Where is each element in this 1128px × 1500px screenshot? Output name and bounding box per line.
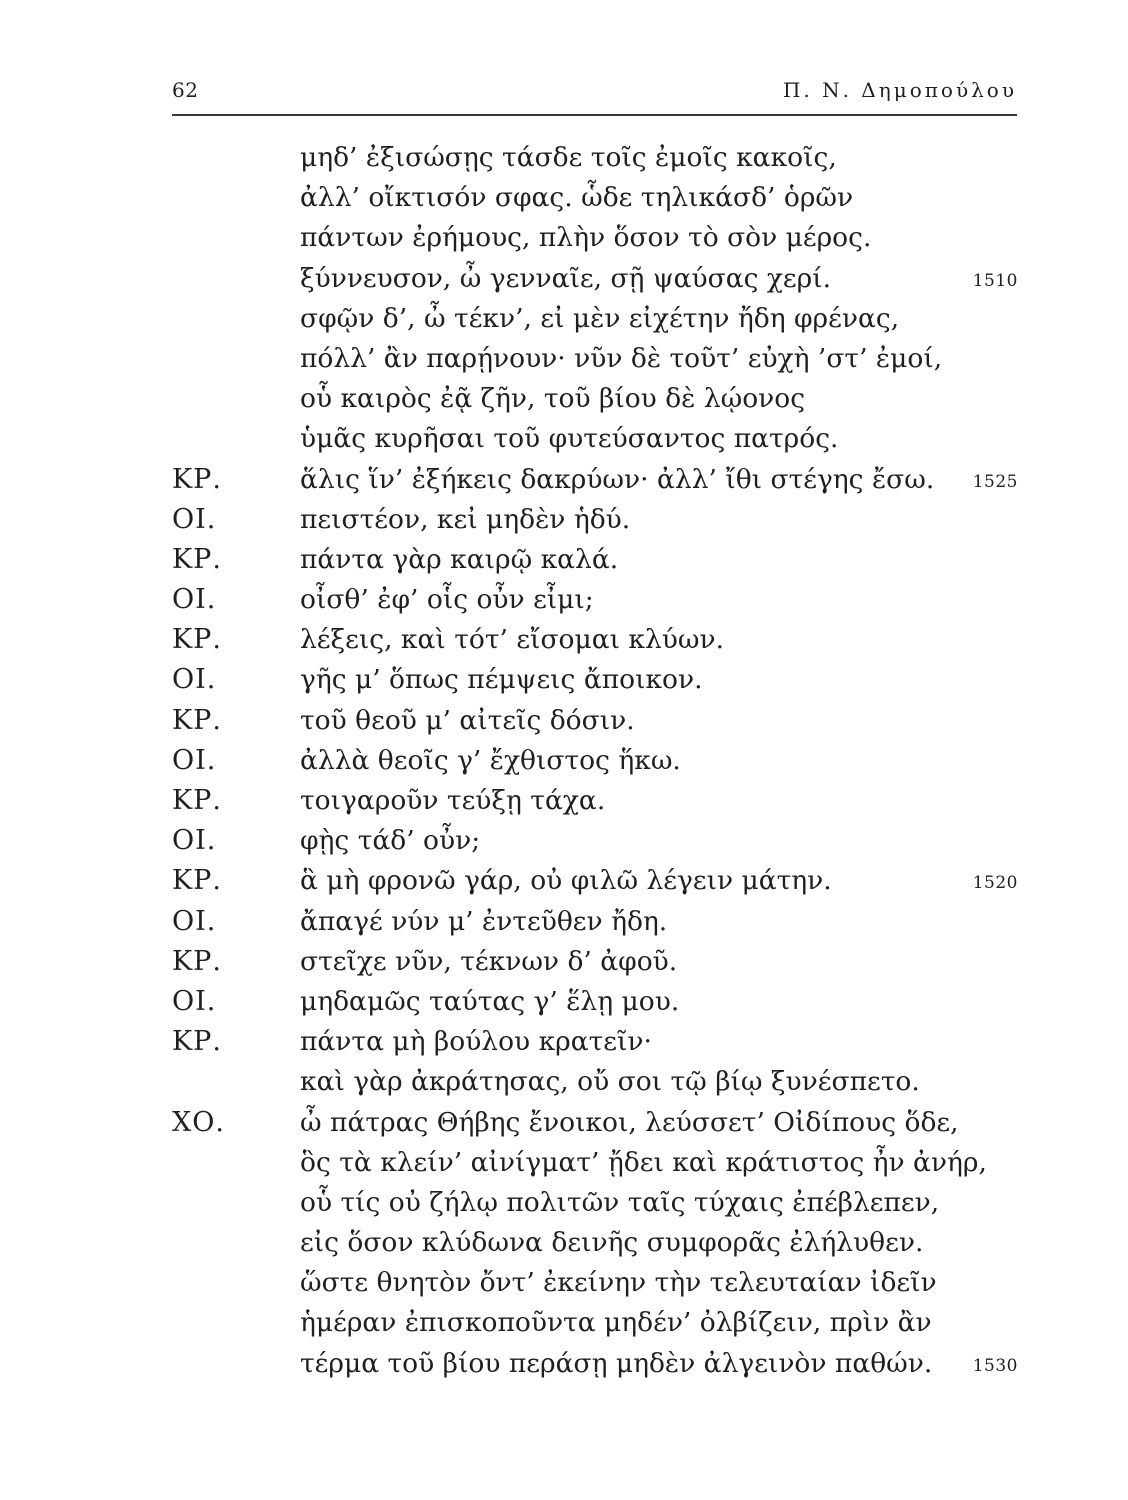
verse-text-line: οὗ καιρὸς ἐᾷ ζῆν, τοῦ βίου δὲ λῴονος (300, 383, 806, 415)
verse-line (0, 1344, 1128, 1384)
speaker-label: ΚΡ. (172, 463, 222, 495)
verse-text-line: μηδ’ ἐξισώσῃς τάσδε τοῖς ἐμοῖς κακοῖς, (300, 142, 837, 173)
verse-line (0, 1062, 1128, 1102)
line-number: 1510 (972, 270, 1018, 291)
header-rule (172, 114, 1017, 116)
verse-text-line: πάντα γὰρ καιρῷ καλά. (300, 543, 619, 575)
verse-line (0, 1143, 1128, 1183)
verse-text-line: ὥστε θνητὸν ὄντ’ ἐκείνην τὴν τελευταίαν ἰδεῖν (300, 1267, 937, 1299)
speaker-label: ΟΙ. (172, 744, 217, 776)
verse-line (0, 339, 1128, 379)
speaker-label: ΟΙ. (172, 503, 217, 535)
verse-text-line: φῂς τάδ’ οὖν; (300, 825, 481, 857)
verse-line (0, 460, 1128, 500)
verse-text-line: πάντα μὴ βούλου κρατεῖν· (300, 1026, 652, 1058)
speaker-label: ΚΡ. (172, 704, 222, 736)
verse-line (0, 218, 1128, 258)
verse-line (0, 902, 1128, 942)
speaker-label: ΚΡ. (172, 543, 222, 575)
verse-line (0, 701, 1128, 741)
verse-text-line: τοιγαροῦν τεύξῃ τάχα. (300, 785, 606, 816)
verse-text-line: τέρμα τοῦ βίου περάσῃ μηδὲν ἀλγεινὸν παθών. (300, 1347, 933, 1379)
verse-text-line: καὶ γὰρ ἀκράτησας, οὔ σοι τῷ βίῳ ξυνέσπετο. (300, 1066, 920, 1098)
verse-text-line: ἀλλὰ θεοῖς γ’ ἔχθιστος ἥκω. (300, 744, 681, 776)
verse-line (0, 942, 1128, 982)
verse-text-line: οὗ τίς οὐ ζήλῳ πολιτῶν ταῖς τύχαις ἐπέβλεπεν, (300, 1186, 940, 1218)
verse-line (0, 1303, 1128, 1343)
speaker-label: ΟΙ. (172, 664, 217, 696)
verse-text-line: μηδαμῶς ταύτας γ’ ἕλῃ μου. (300, 985, 680, 1017)
verse-line (0, 861, 1128, 901)
verse-line (0, 741, 1128, 781)
verse-text-line: εἰς ὅσον κλύδωνα δεινῆς συμφορᾶς ἐλήλυθεν. (300, 1227, 924, 1259)
speaker-label: ΧΟ. (172, 1106, 225, 1138)
speaker-label: ΟΙ. (172, 985, 217, 1017)
speaker-label: ΟΙ. (172, 584, 217, 616)
verse-text-line: τοῦ θεοῦ μ’ αἰτεῖς δόσιν. (300, 704, 635, 736)
verse-line (0, 540, 1128, 580)
line-number: 1520 (972, 873, 1018, 894)
verse-text-line: πάντων ἐρήμους, πλὴν ὅσον τὸ σὸν μέρος. (300, 222, 872, 254)
verse-line (0, 379, 1128, 419)
verse-line (0, 138, 1128, 178)
verse-text-line: λέξεις, καὶ τότ’ εἴσομαι κλύων. (300, 624, 725, 656)
speaker-label: ΚΡ. (172, 624, 222, 656)
verse-text-line: ἄπαγέ νύν μ’ ἐντεῦθεν ἤδη. (300, 905, 668, 937)
verse-text-line: ἀλλ’ οἴκτισόν σφας. ὧδε τηλικάσδ’ ὁρῶν (300, 182, 854, 214)
verse-text-line: ὑμᾶς κυρῆσαι τοῦ φυτεύσαντος πατρός. (300, 423, 839, 455)
verse-text (0, 138, 1128, 1384)
verse-line (0, 620, 1128, 660)
line-number: 1525 (972, 471, 1018, 492)
verse-line (0, 259, 1128, 299)
verse-text-line: ὦ πάτρας Θήβης ἔνοικοι, λεύσσετ’ Οἰδίπους ὅδε, (300, 1106, 959, 1138)
speaker-label: ΚΡ. (172, 1026, 222, 1058)
verse-line (0, 419, 1128, 459)
verse-text-line: οἶσθ’ ἐφ’ οἷς οὖν εἶμι; (300, 584, 594, 616)
page-number: 62 (172, 78, 199, 102)
verse-line (0, 660, 1128, 700)
verse-line (0, 1103, 1128, 1143)
line-number: 1530 (972, 1355, 1018, 1376)
verse-text-line: γῆς μ’ ὅπως πέμψεις ἄποικον. (300, 664, 703, 696)
verse-text-line: στεῖχε νῦν, τέκνων δ’ ἀφοῦ. (300, 945, 678, 977)
verse-line (0, 299, 1128, 339)
running-head (172, 78, 1017, 114)
speaker-label: ΚΡ. (172, 865, 222, 897)
verse-text-line: πόλλ’ ἂν παρῄνουν· νῦν δὲ τοῦτ’ εὐχὴ ’στ’ ἐμοί, (300, 342, 943, 374)
verse-line (0, 781, 1128, 821)
verse-line (0, 178, 1128, 218)
verse-line (0, 500, 1128, 540)
verse-line (0, 1263, 1128, 1303)
running-head-author: Π. Ν. Δημοπούλου (782, 78, 1017, 102)
verse-text-line: ξύννευσον, ὦ γενναῖε, σῇ ψαύσας χερί. (300, 262, 832, 294)
verse-text-line: ἃ μὴ φρονῶ γάρ, οὐ φιλῶ λέγειν μάτην. (300, 865, 832, 897)
verse-line (0, 1183, 1128, 1223)
verse-text-line: ἅλις ἵν’ ἐξήκεις δακρύων· ἀλλ’ ἴθι στέγης ἔσω. (300, 463, 935, 495)
verse-line (0, 1022, 1128, 1062)
speaker-label: ΚΡ. (172, 945, 222, 977)
speaker-label: ΟΙ. (172, 825, 217, 857)
verse-line (0, 580, 1128, 620)
speaker-label: ΟΙ. (172, 905, 217, 937)
speaker-label: ΚΡ. (172, 785, 222, 816)
verse-line (0, 982, 1128, 1022)
verse-text-line: ἡμέραν ἐπισκοποῦντα μηδέν’ ὀλβίζειν, πρὶν ἂν (300, 1307, 932, 1339)
verse-text-line: σφῷν δ’, ὦ τέκν’, εἰ μὲν εἰχέτην ἤδη φρένας, (300, 302, 900, 334)
verse-text-line: πειστέον, κεἰ μηδὲν ἡδύ. (300, 503, 631, 535)
verse-line (0, 821, 1128, 861)
verse-text-line: ὃς τὰ κλείν’ αἰνίγματ’ ᾔδει καὶ κράτιστος ἦν ἀνήρ, (300, 1146, 987, 1178)
verse-line (0, 1223, 1128, 1263)
